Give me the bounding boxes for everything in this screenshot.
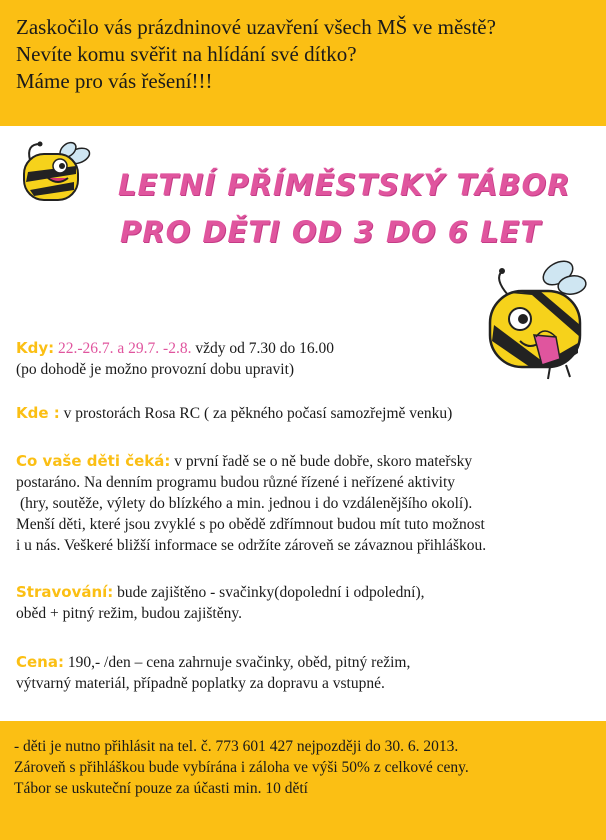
- kdy-label: Kdy:: [16, 339, 55, 357]
- title-line-1: LETNÍ PŘÍMĚSTSKÝ TÁBOR: [118, 168, 571, 202]
- stravovani-label: Stravování:: [16, 583, 114, 601]
- section-kde: [16, 403, 596, 424]
- section-cena: [16, 652, 596, 694]
- ceka-line-3: (hry, soutěže, výlety do blízkého a min. jednou i do vzdálenějšího okolí).: [20, 495, 473, 512]
- footer-line: Tábor se uskuteční pouze za účasti min. 10 dětí: [14, 780, 308, 797]
- kdy-line-2: (po dohodě je možno provozní dobu upravit): [16, 361, 295, 378]
- kde-line: [16, 403, 596, 424]
- kdy-line-1: [16, 338, 596, 359]
- header-line: Nevíte komu svěřit na hlídání své dítko?: [16, 42, 357, 66]
- ceka-label: Co vaše děti čeká:: [16, 452, 171, 470]
- ceka-text-1: v první řadě se o ně bude dobře, skoro mateřsky: [170, 453, 473, 470]
- kde-label: Kde :: [16, 404, 60, 422]
- ceka-line-2: postaráno. Na denním programu budou různé řízené i neřízené aktivity: [16, 474, 456, 491]
- footer-text: [14, 736, 469, 799]
- cena-text-1: 190,- /den – cena zahrnuje svačinky, oběd, pitný režim,: [63, 654, 411, 671]
- top-banner: [0, 0, 606, 126]
- cena-label: Cena:: [16, 653, 64, 671]
- footer-line: Zároveň s přihláškou bude vybírána i záloha ve výši 50% z celkové ceny.: [14, 759, 469, 776]
- header-text: [16, 14, 496, 95]
- stravovani-line-2: oběd + pitný režim, budou zajištěny.: [16, 605, 242, 622]
- section-stravovani: [16, 582, 596, 624]
- kde-text: v prostorách Rosa RC ( za pěkného počasí samozřejmě venku): [59, 405, 453, 422]
- ceka-line-5: i u nás. Veškeré bližší informace se održíte zároveň se závaznou přihláškou.: [16, 537, 487, 554]
- header-line: Máme pro vás řešení!!!: [16, 69, 213, 93]
- section-kdy: [16, 338, 596, 380]
- header-line: Zaskočilo vás prázdninové uzavření všech MŠ ve městě?: [16, 15, 496, 39]
- stravovani-line-1: [16, 582, 596, 603]
- cena-line-2: výtvarný materiál, případně poplatky za dopravu a vstupné.: [16, 675, 385, 692]
- stravovani-text-1: bude zajištěno - svačinky(dopolední i odpolední),: [113, 584, 425, 601]
- bee-icon: [18, 138, 100, 208]
- title-line-2: PRO DĚTI OD 3 DO 6 LET: [120, 215, 542, 249]
- bottom-banner: [0, 721, 606, 840]
- ceka-line-1: [16, 451, 596, 472]
- footer-line: - děti je nutno přihlásit na tel. č. 773 601 427 nejpozději do 30. 6. 2013.: [14, 738, 459, 755]
- section-ceka: [16, 451, 596, 556]
- cena-line-1: [16, 652, 596, 673]
- ceka-line-4: Menší děti, které jsou zvyklé s po obědě zdřímnout budou mít tuto možnost: [16, 516, 485, 533]
- kdy-dates: 22.-26.7. a 29.7. -2.8.: [58, 340, 192, 357]
- kdy-time: vždy od 7.30 do 16.00: [191, 340, 334, 357]
